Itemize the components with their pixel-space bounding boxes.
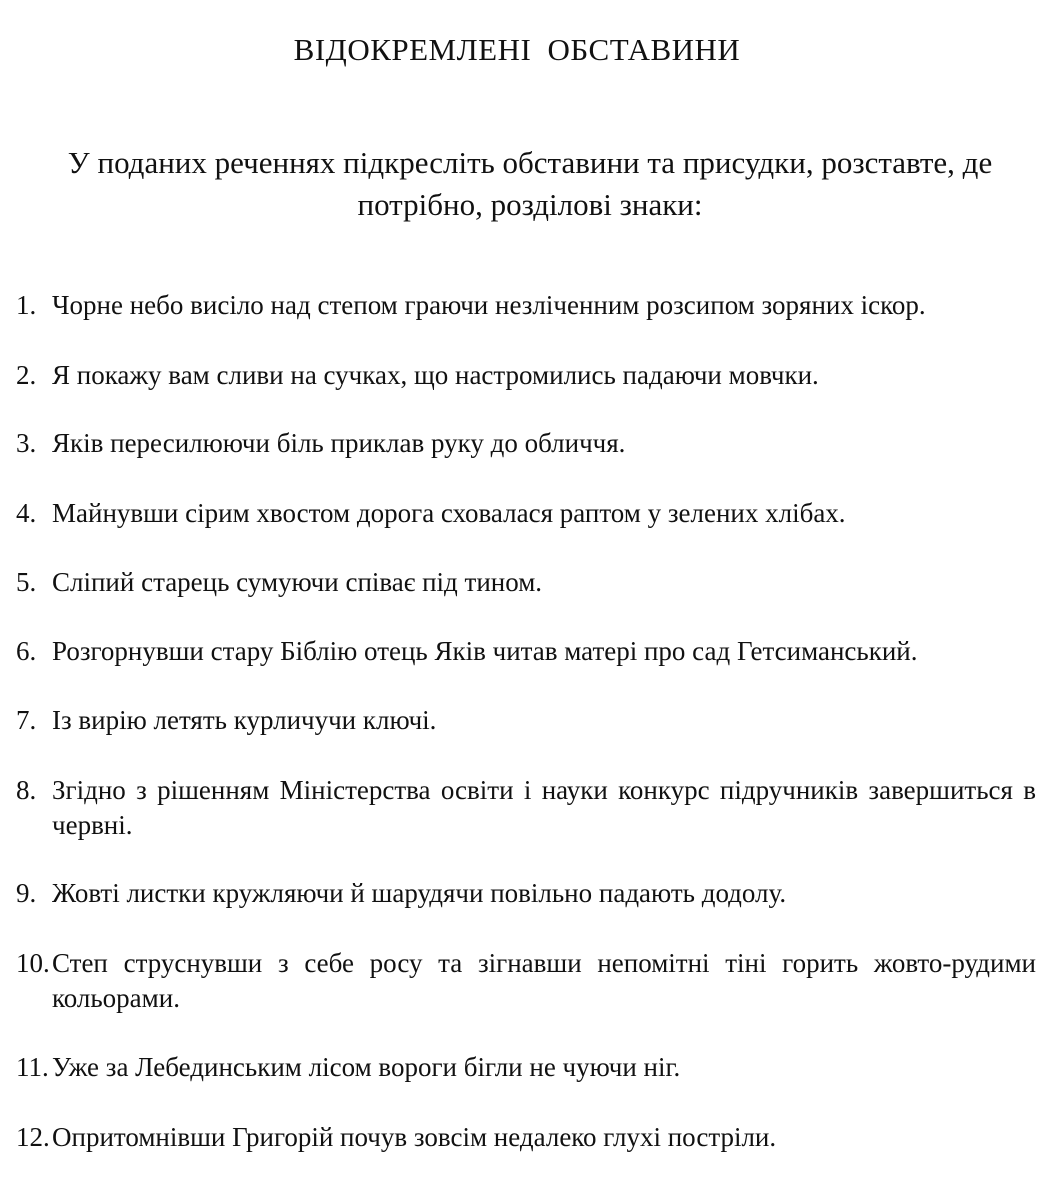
- item-number: 9.: [16, 878, 37, 908]
- item-number: 11.: [16, 1052, 49, 1082]
- item-number: 7.: [16, 705, 37, 735]
- item-text: Жовті листки кружляючи й шарудячи повільно падають додолу.: [52, 878, 787, 908]
- list-item: [16, 288, 1036, 323]
- list-item: [16, 565, 1036, 600]
- item-number: 5.: [16, 567, 37, 597]
- item-number: 2.: [16, 360, 37, 390]
- item-number: 4.: [16, 498, 37, 528]
- item-text: Чорне небо висіло над степом граючи незліченним розсипом зоряних іскор.: [52, 290, 926, 320]
- document-title: ВІДОКРЕМЛЕНІ ОБСТАВИНИ: [293, 32, 741, 67]
- item-number: 6.: [16, 636, 37, 666]
- item-text: Майнувши сірим хвостом дорога сховалася раптом у зелених хлібах.: [52, 498, 846, 528]
- list-item: [16, 946, 1036, 1016]
- list-item: [16, 1050, 1036, 1085]
- item-number: 12.: [16, 1122, 50, 1152]
- list-item: [16, 496, 1036, 531]
- list-item: [16, 1120, 1036, 1155]
- item-number: 10.: [16, 948, 50, 978]
- item-text: Уже за Лебединським лісом вороги бігли не чуючи ніг.: [52, 1052, 681, 1082]
- instruction-text: У поданих реченнях підкресліть обставини та присудки, розставте, де потрібно, розділові знаки:: [67, 145, 993, 222]
- item-text: Із вирію летять курличучи ключі.: [52, 705, 437, 735]
- list-item: [16, 358, 1036, 393]
- item-text: Опритомнівши Григорій почув зовсім недалеко глухі постріли.: [52, 1122, 777, 1152]
- item-text: Згідно з рішенням Міністерства освіти і науки конкурс підручників завершиться в червні.: [52, 775, 1036, 840]
- list-item: [16, 773, 1036, 843]
- item-text: Я покажу вам сливи на сучках, що настромились падаючи мовчки.: [52, 360, 819, 390]
- item-text: Розгорнувши стару Біблію отець Яків читав матері про сад Гетсиманський.: [52, 636, 918, 666]
- item-number: 3.: [16, 428, 37, 458]
- list-item: [16, 634, 1036, 669]
- item-text: Степ струснувши з себе росу та зігнавши непомітні тіні горить жовто-рудими кольорами.: [52, 948, 1036, 1013]
- list-item: [16, 426, 1036, 461]
- list-item: [16, 876, 1036, 911]
- item-text: Сліпий старець сумуючи співає під тином.: [52, 567, 543, 597]
- item-text: Яків пересилюючи біль приклав руку до обличчя.: [52, 428, 626, 458]
- item-number: 8.: [16, 775, 37, 805]
- list-item: [16, 703, 1036, 738]
- item-number: 1.: [16, 290, 37, 320]
